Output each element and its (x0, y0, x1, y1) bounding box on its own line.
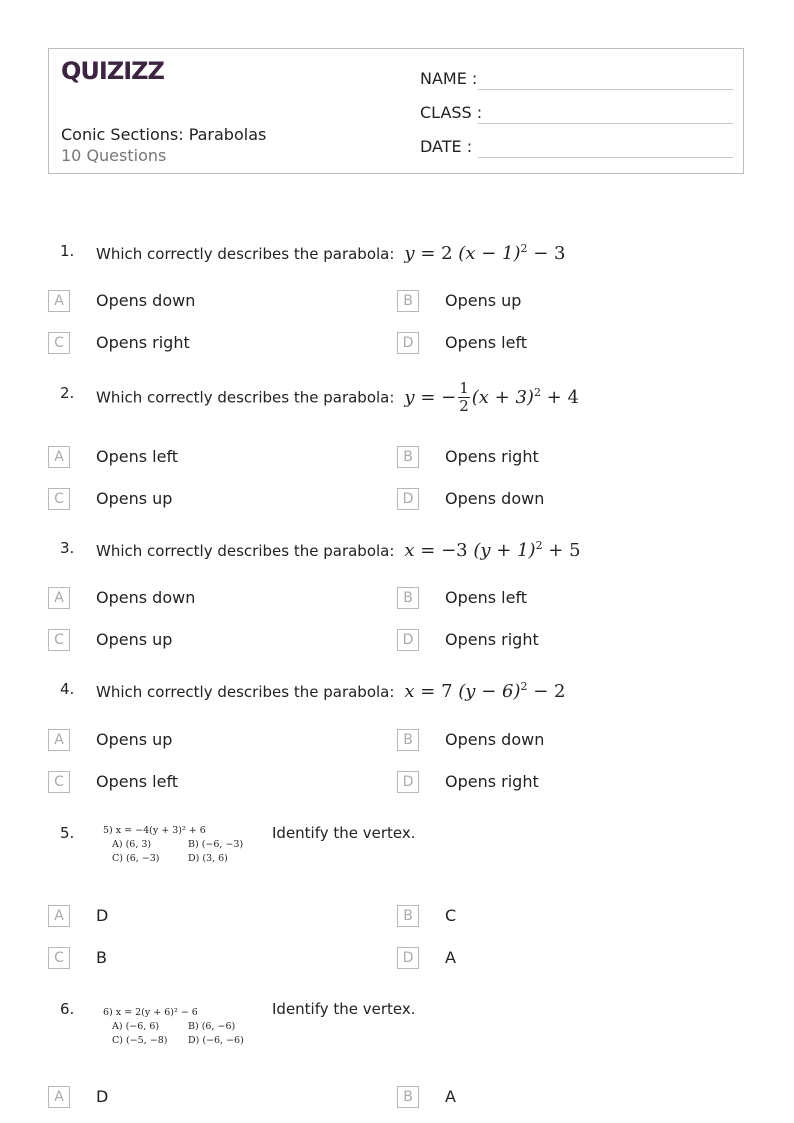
question-count: 10 Questions (61, 146, 167, 165)
option-letter-box: B (397, 587, 419, 609)
option-text: Opens down (96, 291, 196, 310)
image-choice-d: D) (−6, −6) (188, 1035, 244, 1046)
option-letter-box: D (397, 771, 419, 793)
equation-body: (y + 1) (473, 540, 536, 561)
option-letter-box: D (397, 947, 419, 969)
option-text: D (96, 1087, 109, 1106)
option-text: Opens right (445, 772, 539, 791)
option-text: A (445, 1087, 456, 1106)
equation (404, 681, 565, 702)
image-choice-a: A) (−6, 6) (112, 1021, 160, 1032)
question-text (96, 539, 581, 561)
equation-exponent: 2 (520, 242, 528, 255)
date-label: DATE : (420, 137, 473, 156)
question-number: 5. (60, 824, 75, 842)
option-letter-box: B (397, 905, 419, 927)
image-choice-b: B) (6, −6) (188, 1021, 236, 1032)
option-letter-box: B (397, 290, 419, 312)
question-number: 1. (60, 242, 75, 260)
equation-coef: = 2 (414, 243, 459, 264)
question-prompt: Identify the vertex. (272, 824, 416, 842)
equation-body: (y − 6) (458, 681, 521, 702)
equation (404, 540, 580, 561)
option-letter-box: D (397, 629, 419, 651)
option-text: Opens up (96, 730, 173, 749)
equation-lhs: y (404, 386, 415, 408)
equation-coef: = − (414, 386, 457, 408)
class-label: CLASS : (420, 103, 483, 122)
equation-exponent: 2 (520, 680, 528, 693)
equation-lhs: x (404, 540, 415, 561)
option-text: Opens down (445, 489, 545, 508)
option-letter-box: A (48, 446, 70, 468)
equation-exponent: 2 (535, 539, 543, 552)
option-letter-box: C (48, 332, 70, 354)
image-choice-c: C) (6, −3) (112, 853, 160, 864)
equation-tail: − 2 (527, 681, 566, 702)
fraction-denominator: 2 (459, 397, 469, 415)
option-text: Opens right (96, 333, 190, 352)
option-letter-box: C (48, 947, 70, 969)
image-choice-d: D) (3, 6) (188, 853, 228, 864)
fraction (458, 380, 470, 415)
option-letter-box: B (397, 729, 419, 751)
option-text: Opens left (445, 588, 528, 607)
equation-lhs: y (404, 243, 415, 264)
option-letter-box: A (48, 729, 70, 751)
option-text: Opens down (445, 730, 545, 749)
question-number: 2. (60, 384, 75, 402)
image-equation: 5) x = −4(y + 3)² + 6 (103, 825, 206, 836)
worksheet-header (48, 48, 744, 174)
image-choice-a: A) (6, 3) (112, 839, 152, 850)
question-prompt: Which correctly describes the parabola: (96, 683, 395, 701)
equation-body: (x + 3) (471, 386, 534, 408)
equation (404, 379, 579, 415)
option-text: B (96, 948, 107, 967)
option-text: D (96, 906, 109, 925)
option-text: Opens right (445, 447, 539, 466)
equation-exponent: 2 (533, 385, 541, 399)
option-text: Opens up (96, 630, 173, 649)
option-letter-box: D (397, 488, 419, 510)
question-number: 3. (60, 539, 75, 557)
question-number: 4. (60, 680, 75, 698)
option-letter-box: A (48, 587, 70, 609)
equation-tail: − 3 (527, 243, 566, 264)
date-line[interactable] (478, 157, 733, 158)
option-letter-box: B (397, 446, 419, 468)
name-line[interactable] (478, 89, 733, 90)
question-prompt: Which correctly describes the parabola: (96, 245, 395, 263)
option-letter-box: A (48, 1086, 70, 1108)
option-letter-box: C (48, 629, 70, 651)
option-text: C (445, 906, 457, 925)
option-letter-box: A (48, 905, 70, 927)
option-letter-box: B (397, 1086, 419, 1108)
question-image (103, 1006, 244, 1048)
option-letter-box: A (48, 290, 70, 312)
option-text: Opens down (96, 588, 196, 607)
option-text: Opens left (445, 333, 528, 352)
question-prompt: Which correctly describes the parabola: (96, 388, 395, 407)
option-text: Opens right (445, 630, 539, 649)
option-text: A (445, 948, 456, 967)
question-prompt: Which correctly describes the parabola: (96, 542, 395, 560)
question-text (96, 380, 579, 415)
option-letter-box: C (48, 488, 70, 510)
question-text (96, 242, 565, 264)
option-letter-box: C (48, 771, 70, 793)
question-prompt: Identify the vertex. (272, 1000, 416, 1018)
worksheet-title: Conic Sections: Parabolas (61, 125, 267, 144)
quizizz-logo: QUIZIZZ (61, 57, 164, 85)
equation-coef: = −3 (414, 540, 474, 561)
image-choice-b: B) (−6, −3) (188, 839, 244, 850)
option-text: Opens left (96, 772, 179, 791)
option-text: Opens up (96, 489, 173, 508)
equation-coef: = 7 (414, 681, 459, 702)
class-line[interactable] (478, 123, 733, 124)
equation (404, 243, 565, 264)
equation-tail: + 4 (540, 386, 579, 408)
option-letter-box: D (397, 332, 419, 354)
fraction-numerator: 1 (459, 379, 469, 397)
question-text (96, 680, 565, 702)
question-number: 6. (60, 1000, 75, 1018)
image-choice-c: C) (−5, −8) (112, 1035, 168, 1046)
option-text: Opens left (96, 447, 179, 466)
equation-body: (x − 1) (458, 243, 521, 264)
image-equation: 6) x = 2(y + 6)² − 6 (103, 1007, 198, 1018)
equation-tail: + 5 (542, 540, 581, 561)
equation-lhs: x (404, 681, 415, 702)
question-image (103, 824, 243, 866)
name-label: NAME : (420, 69, 478, 88)
option-text: Opens up (445, 291, 522, 310)
